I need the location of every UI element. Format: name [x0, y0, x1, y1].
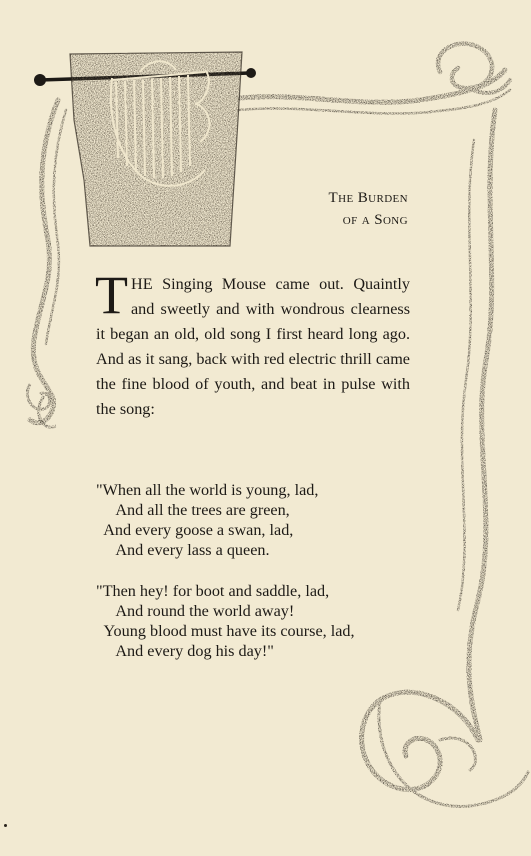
verse-stanza-2 — [96, 581, 355, 661]
paragraph-text: HE Singing Mouse came out. Quaintly and sweetly and with wondrous clearness it began an old, old song I first heard long ago. And as it sang, back with red electric thrill came the fine blood of youth, and beat in pulse with the song: — [96, 275, 410, 418]
ink-speck — [4, 824, 7, 827]
hanging-banner — [70, 52, 242, 246]
verse-line: And every lass a queen. — [96, 541, 270, 559]
verse-line: And round the world away! — [96, 602, 295, 620]
verse-line: Young blood must have its course, lad, — [96, 622, 355, 640]
opening-paragraph — [95, 265, 410, 422]
drop-cap: T — [95, 265, 128, 325]
verse-stanza-1 — [96, 480, 318, 560]
verse-line: And every goose a swan, lad, — [96, 521, 294, 539]
verse-line: And all the trees are green, — [96, 501, 290, 519]
heading-line-1: The Burden — [328, 190, 408, 206]
verse-line: "When all the world is young, lad, — [96, 481, 319, 499]
verse-line: "Then hey! for boot and saddle, lad, — [96, 582, 330, 600]
chapter-heading — [329, 187, 408, 231]
verse-line: And every dog his day!" — [96, 642, 274, 660]
heading-line-2: of a Song — [342, 212, 408, 228]
